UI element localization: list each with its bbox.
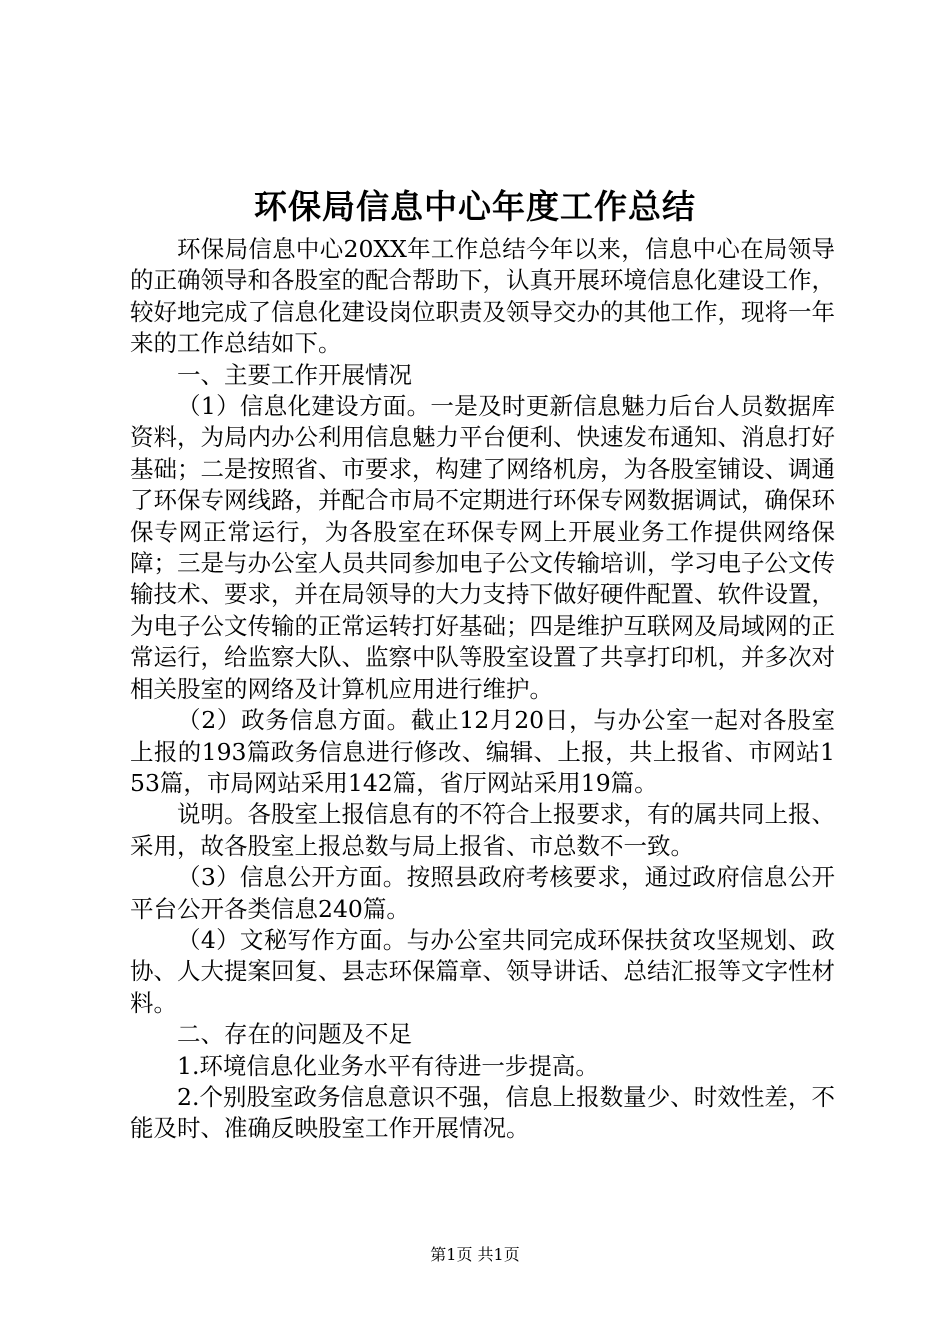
paragraph-info-disclosure: （3）信息公开方面。按照县政府考核要求，通过政府信息公开平台公开各类信息240篇。 <box>130 863 835 923</box>
page-footer: 第1页 共1页 <box>430 1245 520 1264</box>
paragraph-intro: 环保局信息中心20XX年工作总结今年以来，信息中心在局领导的正确领导和各股室的配合帮助下，认真开展环境信息化建设工作，较好地完成了信息化建设岗位职责及领导交办的其他工作，现将一年来的工作总结如下。 <box>130 235 835 358</box>
list-item-problem-2: 2.个别股室政务信息意识不强，信息上报数量少、时效性差，不能及时、准确反映股室工作开展情况。 <box>130 1082 835 1143</box>
paragraph-note: 说明。各股室上报信息有的不符合上报要求，有的属共同上报、采用，故各股室上报总数与局上报省、市总数不一致。 <box>130 800 835 860</box>
document-body <box>130 234 835 1145</box>
list-item-problem-1: 1.环境信息化业务水平有待进一步提高。 <box>177 1051 599 1080</box>
document-title: 环保局信息中心年度工作总结 <box>254 187 696 226</box>
paragraph-informatization: （1）信息化建设方面。一是及时更新信息魅力后台人员数据库资料，为局内办公利用信息魅力平台便利、快速发布通知、消息打好基础；二是按照省、市要求，构建了网络机房，为各股室铺设、调通了环保专网线路，并配合市局不定期进行环保专网数据调试，确保环保专网正常运行，为各股室在环保专网上开展业务工作提供网络保障；三是与办公室人员共同参加电子公文传输培训，学习电子公文传输技术、要求，并在局领导的大力支持下做好硬件配置、软件设置，为电子公文传输的正常运转打好基础；四是维护互联网及局域网的正常运行，给监察大队、监察中队等股室设置了共享打印机，并多次对相关股室的网络及计算机应用进行维护。 <box>130 392 835 703</box>
paragraph-government-info: （2）政务信息方面。截止12月20日，与办公室一起对各股室上报的193篇政务信息进行修改、编辑、上报，共上报省、市网站153篇，市局网站采用142篇，省厅网站采用19篇。 <box>130 706 835 797</box>
section-heading-main-work: 一、主要工作开展情况 <box>177 360 412 389</box>
paragraph-secretarial-writing: （4）文秘写作方面。与办公室共同完成环保扶贫攻坚规划、政协、人大提案回复、县志环保篇章、领导讲话、总结汇报等文字性材料。 <box>130 925 835 1017</box>
section-heading-problems: 二、存在的问题及不足 <box>177 1020 412 1049</box>
